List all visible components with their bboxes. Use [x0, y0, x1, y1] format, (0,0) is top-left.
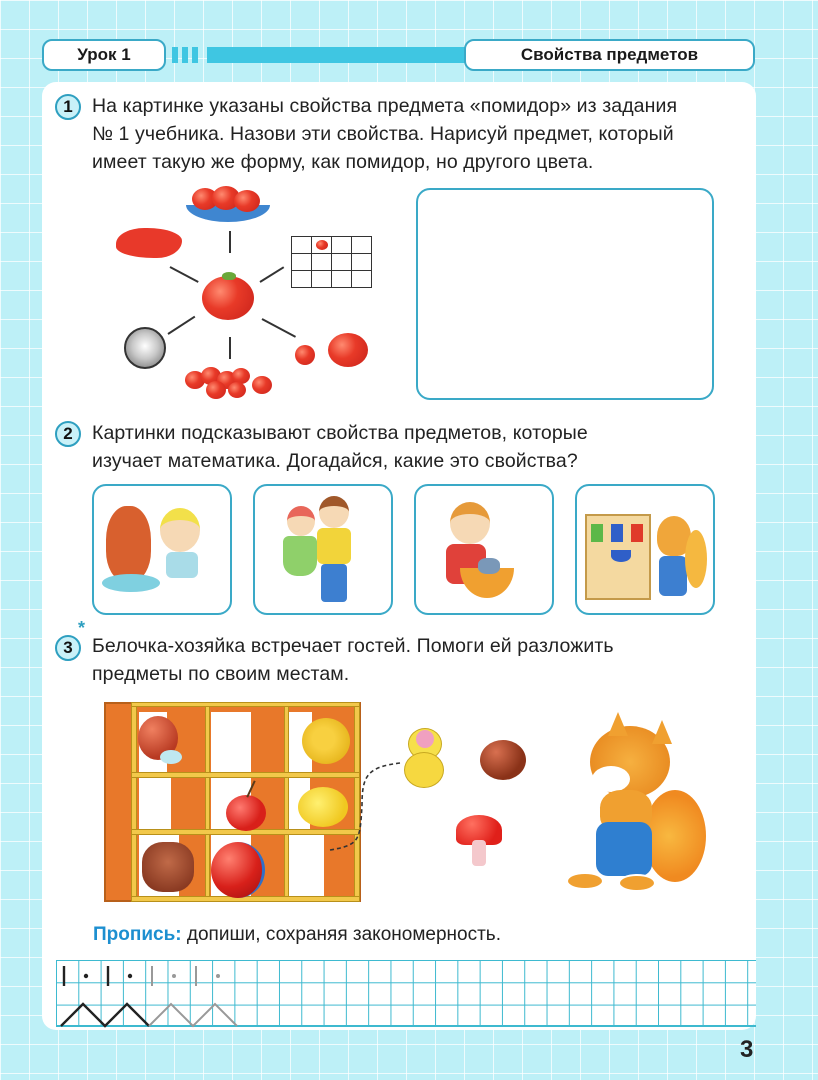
- picture-card-girl-with-kittens: [414, 484, 554, 615]
- tomato-icon: [234, 190, 260, 212]
- lesson-label-text: Урок 1: [77, 45, 131, 64]
- walnut-icon: [480, 740, 526, 780]
- tomato-icon: [252, 376, 272, 394]
- red-puddle-icon: [116, 228, 182, 258]
- central-tomato-icon: [202, 276, 254, 320]
- task-3-text: Белочка-хозяйка встречает гостей. Помоги ей разложить предметы по своим местам.: [92, 635, 614, 685]
- topic-title-text: Свойства предметов: [520, 45, 699, 64]
- task-2-text: Картинки подсказывают свойства предметов, которые изучает математика. Догадайся, какие это свойства?: [92, 422, 588, 472]
- boy-icon: [319, 496, 349, 528]
- mushroom-stem-icon: [472, 840, 486, 866]
- gray-ball-icon: [124, 327, 166, 369]
- squirrel-muzzle-icon: [592, 766, 630, 792]
- tomato-stem-icon: [222, 272, 236, 280]
- propis-label: Пропись:: [93, 924, 182, 945]
- topic-title: [464, 39, 755, 71]
- squirrel-foot-icon: [566, 872, 604, 890]
- task-1-text: На картинке указаны свойства предмета «помидор» из задания № 1 учебника. Назови эти свойства. Нарисуй предмет, который имеет такую же форму, как помидор, но другого цвета.: [92, 95, 678, 173]
- connector-line: [229, 337, 231, 359]
- connector-line: [229, 231, 231, 253]
- large-tomato-icon: [328, 333, 368, 367]
- squirrel-ear-left-icon: [608, 712, 628, 736]
- pattern-sample: [56, 960, 256, 1030]
- boy-head-icon: [160, 508, 200, 552]
- tomato-icon: [206, 381, 226, 399]
- picture-card-children-height: [253, 484, 393, 615]
- propis-instruction: [93, 924, 501, 946]
- optional-star-icon: *: [78, 618, 86, 638]
- cherry-icon: [226, 795, 266, 831]
- page-number: 3: [740, 1036, 754, 1063]
- red-ball-icon: [211, 842, 265, 898]
- picture-card-boy-with-vase: [92, 484, 232, 615]
- picture-card-squirrel-with-cups: [575, 484, 715, 615]
- drawing-area[interactable]: [416, 188, 714, 400]
- boy-jacket-icon: [317, 528, 351, 564]
- small-tomato-icon: [295, 345, 315, 365]
- green-cup-icon: [591, 524, 603, 542]
- squirrel-tail-icon: [644, 790, 706, 882]
- task-1-number: 1: [55, 94, 81, 120]
- header-bar: [207, 47, 469, 63]
- tomato-icon: [228, 382, 246, 398]
- roly-poly-face-icon: [416, 730, 434, 748]
- squirrel-ear-right-icon: [652, 720, 672, 744]
- boy-body-icon: [166, 552, 198, 578]
- task-3-number: 3: [55, 635, 81, 661]
- position-grid-icon: [291, 236, 372, 288]
- teddy-bear-icon: [142, 842, 194, 892]
- girl-head-icon: [450, 502, 490, 544]
- pottery-wheel-icon: [102, 574, 160, 592]
- propis-text: допиши, сохраняя закономерность.: [181, 924, 501, 945]
- squirrel-overalls-icon: [659, 556, 687, 596]
- clay-vase-icon: [106, 506, 151, 581]
- mushroom-stem-icon: [160, 750, 182, 764]
- squirrel-foot-icon: [618, 874, 656, 892]
- boy-pants-icon: [321, 564, 347, 602]
- girl-dress-icon: [283, 536, 317, 576]
- blue-bowl-icon: [611, 550, 631, 562]
- girl-icon: [287, 506, 315, 536]
- header-stripes: [172, 47, 198, 63]
- red-cup-icon: [631, 524, 643, 542]
- blue-cup-icon: [611, 524, 623, 542]
- task-2-number: 2: [55, 421, 81, 447]
- roly-poly-body-icon: [404, 752, 444, 788]
- kitten-icon: [478, 558, 500, 574]
- squirrel-overalls-icon: [596, 822, 652, 876]
- lesson-label: [42, 39, 166, 71]
- squirrel-tail-icon: [685, 530, 707, 588]
